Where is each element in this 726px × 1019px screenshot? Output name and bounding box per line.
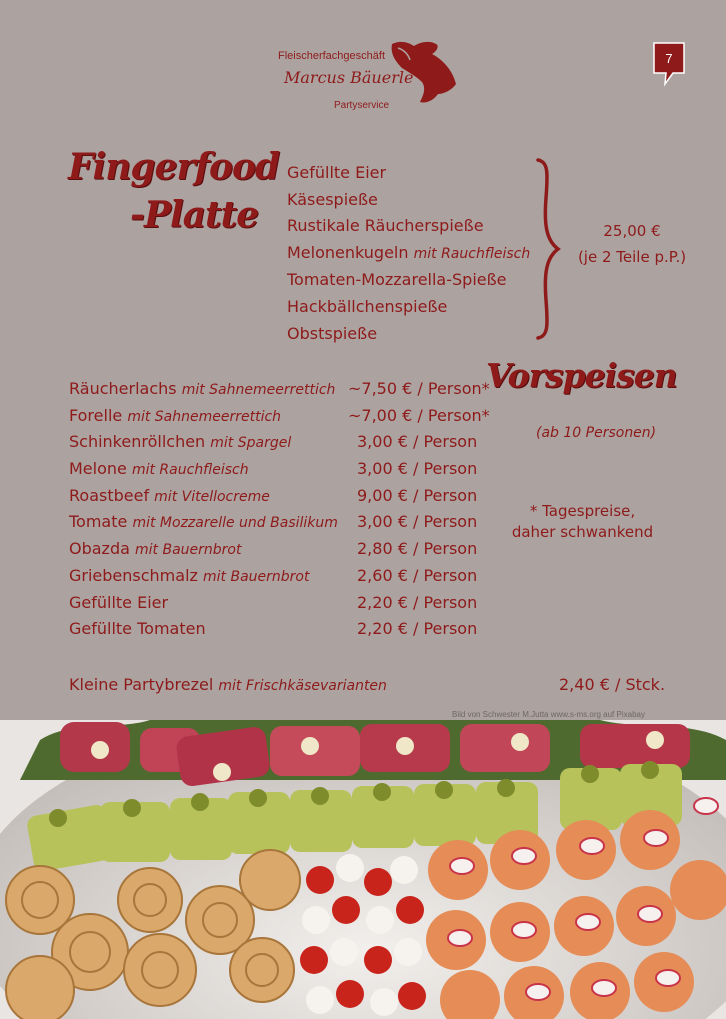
fingerfood-title-line-1: Fingerfood xyxy=(68,146,280,188)
menu-price: ~7,50 € / Person* xyxy=(348,379,490,398)
brezel-note: mit Frischkäsevarianten xyxy=(218,678,387,694)
list-item: Hackbällchenspieße xyxy=(287,296,448,316)
fingerfood-price-value: 25,00 € xyxy=(603,222,661,240)
menu-row: Tomate mit Mozzarelle und Basilikum 3,00 € / Person xyxy=(69,509,489,536)
food-platter-photo xyxy=(0,720,726,1019)
logo-name: Marcus Bäuerle xyxy=(284,68,414,87)
food-platter-image xyxy=(0,720,726,1019)
vorspeisen-menu xyxy=(69,376,489,643)
logo xyxy=(278,38,458,120)
footnote-line-1: * Tagespreise, xyxy=(529,502,636,520)
price-footnote xyxy=(500,501,665,543)
menu-price: ~7,00 € / Person* xyxy=(348,405,490,425)
photo-credit: Bild von Schwester M.Jutta www.s-ms.org auf Pixabay xyxy=(452,710,645,719)
fingerfood-price-note: (je 2 Teile p.P.) xyxy=(577,248,687,266)
fingerfood-title-line-2: -Platte xyxy=(130,194,259,236)
curly-brace-icon xyxy=(534,158,562,340)
page-number: 7 xyxy=(665,51,673,66)
brezel-name: Kleine Partybrezel xyxy=(69,675,214,694)
menu-row: Griebenschmalz mit Bauernbrot 2,60 € / Person xyxy=(69,563,489,590)
list-item: Gefüllte Eier xyxy=(287,163,387,182)
list-item: Rustikale Räucherspieße xyxy=(287,216,484,236)
menu-row: Roastbeef mit Vitellocreme 9,00 € / Person xyxy=(69,483,489,510)
list-item: Käsespieße xyxy=(287,189,378,209)
fingerfood-list xyxy=(287,160,530,347)
menu-price: 3,00 € / Person xyxy=(357,432,478,452)
menu-row: Gefüllte Eier 2,20 € / Person xyxy=(69,590,489,617)
brezel-item xyxy=(69,675,387,694)
page-number-badge xyxy=(651,40,687,88)
list-item: Tomaten-Mozzarella-Spieße xyxy=(287,270,507,290)
brezel-price: 2,40 € / Stck. xyxy=(559,675,666,694)
menu-row: Melone mit Rauchfleisch 3,00 € / Person xyxy=(69,456,489,483)
menu-price: 3,00 € / Person xyxy=(357,459,478,479)
vorspeisen-title: Vorspeisen xyxy=(486,356,677,395)
menu-price: 3,00 € / Person xyxy=(357,512,478,532)
menu-row: Räucherlachs mit Sahnemeerrettich ~7,50 € / Person* xyxy=(69,376,489,403)
menu-row: Schinkenröllchen mit Spargel 3,00 € / Person xyxy=(69,429,489,456)
menu-price: 2,60 € / Person xyxy=(357,565,478,585)
menu-price: 2,20 € / Person xyxy=(357,592,478,612)
vorspeisen-subtitle: (ab 10 Personen) xyxy=(536,425,657,441)
fingerfood-price xyxy=(570,218,694,270)
menu-row: Forelle mit Sahnemeerrettich ~7,00 € / Person* xyxy=(69,403,489,430)
fingerfood-title xyxy=(66,140,281,250)
list-item: Obstspieße xyxy=(287,323,378,343)
menu-row: Obazda mit Bauernbrot 2,80 € / Person xyxy=(69,536,489,563)
menu-row: Gefüllte Tomaten 2,20 € / Person xyxy=(69,616,489,643)
footnote-line-2: daher schwankend xyxy=(511,523,654,541)
menu-price: 2,80 € / Person xyxy=(357,539,478,559)
menu-price: 2,20 € / Person xyxy=(357,619,478,639)
logo-line-3: Partyservice xyxy=(334,100,390,111)
menu-price: 9,00 € / Person xyxy=(357,485,478,505)
logo-line-1: Fleischerfachgeschäft xyxy=(278,50,385,62)
list-item: Melonenkugeln mit Rauchfleisch xyxy=(287,242,531,262)
